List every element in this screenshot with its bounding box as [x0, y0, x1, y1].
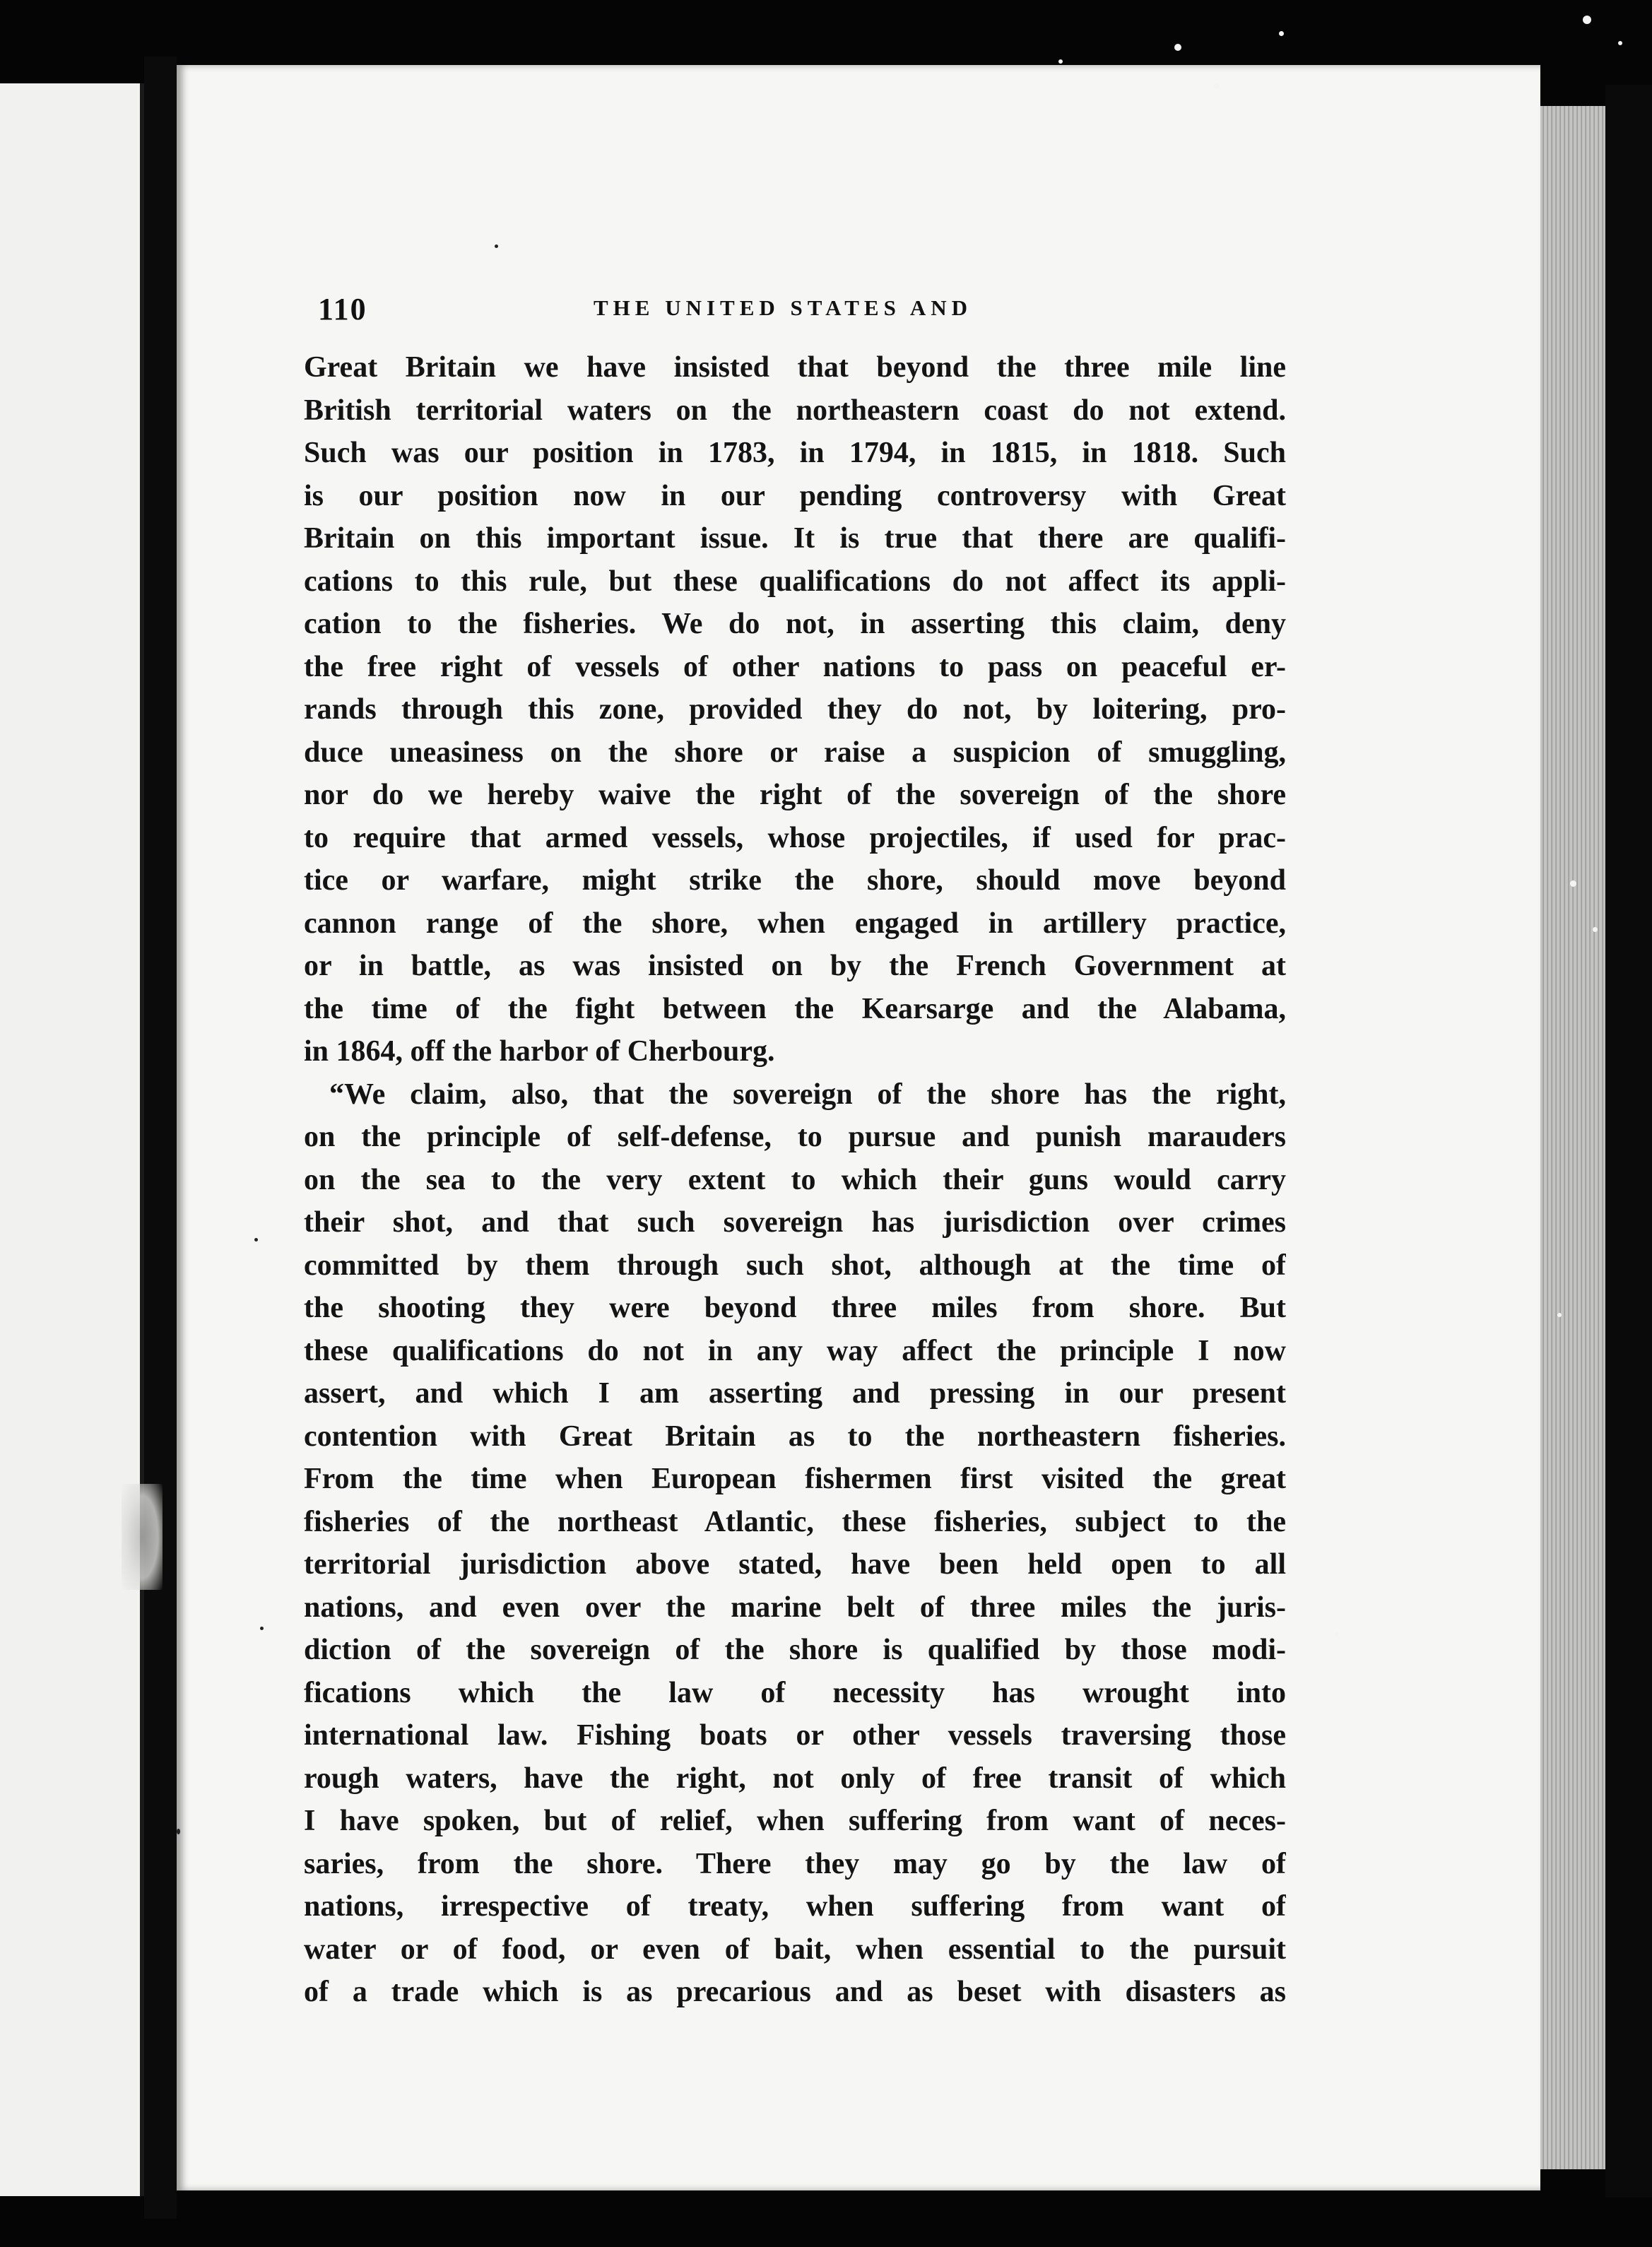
text-line: their shot, and that such sovereign has jurisdiction over crimes [304, 1206, 1286, 1239]
dust-speck [1334, 1632, 1338, 1636]
text-line: “We claim, also, that the sovereign of the shore has the right, [329, 1078, 1286, 1111]
text-line: cannon range of the shore, when engaged in artillery practice, [304, 907, 1286, 940]
dust-speck [1570, 880, 1576, 887]
text-line: water or of food, or even of bait, when essential to the pursuit [304, 1933, 1286, 1966]
text-line: I have spoken, but of relief, when suffering from want of neces- [304, 1805, 1286, 1837]
text-line: international law. Fishing boats or other vessels traversing those [304, 1719, 1286, 1752]
text-line: Such was our position in 1783, in 1794, in 1815, in 1818. Such [304, 437, 1286, 469]
previous-page-edge [0, 83, 144, 2196]
scan-border [1605, 85, 1652, 2198]
dust-speck [1593, 927, 1598, 932]
text-line: the free right of vessels of other nations to pass on peaceful er- [304, 650, 1286, 683]
text-line: on the principle of self-defense, to pursue and punish marauders [304, 1121, 1286, 1153]
book-gutter [144, 57, 177, 2219]
dust-speck [1557, 1313, 1562, 1317]
text-line: of a trade which is as precarious and as beset with disasters as [304, 1976, 1286, 2008]
text-line: rands through this zone, provided they do not, by loitering, pro- [304, 693, 1286, 726]
text-line: Britain on this important issue. It is true that there are qualifi- [304, 522, 1286, 555]
text-line: the shooting they were beyond three miles from shore. But [304, 1292, 1286, 1324]
text-line: nor do we hereby waive the right of the sovereign of the shore [304, 779, 1286, 811]
dust-speck [260, 1627, 264, 1630]
dust-speck [1058, 59, 1063, 64]
text-line: in 1864, off the harbor of Cherbourg. [304, 1035, 775, 1068]
text-line: committed by them through such shot, although at the time of [304, 1249, 1286, 1282]
body-text [304, 346, 1286, 2077]
dust-speck [1279, 31, 1284, 36]
text-line: cation to the fisheries. We do not, in asserting this claim, deny [304, 608, 1286, 640]
text-line: on the sea to the very extent to which their guns would carry [304, 1163, 1286, 1196]
dust-speck [1174, 44, 1181, 51]
dust-speck [177, 1829, 180, 1834]
text-line: these qualifications do not in any way affect the principle I now [304, 1334, 1286, 1367]
text-line: is our position now in our pending controversy with Great [304, 479, 1286, 512]
text-line: duce uneasiness on the shore or raise a suspicion of smuggling, [304, 736, 1286, 769]
text-line: nations, irrespective of treaty, when suffering from want of [304, 1890, 1286, 1923]
text-line: British territorial waters on the northeastern coast do not extend. [304, 394, 1286, 427]
paper-stain [122, 1484, 163, 1590]
text-line: fisheries of the northeast Atlantic, these fisheries, subject to the [304, 1505, 1286, 1538]
text-line: or in battle, as was insisted on by the French Government at [304, 950, 1286, 982]
text-line: assert, and which I am asserting and pressing in our present [304, 1377, 1286, 1410]
text-line: nations, and even over the marine belt of three miles the juris- [304, 1591, 1286, 1624]
text-line: saries, from the shore. There they may go by the law of [304, 1847, 1286, 1880]
text-line: tice or warfare, might strike the shore, should move beyond [304, 864, 1286, 897]
text-line: Great Britain we have insisted that beyond the three mile line [304, 351, 1286, 384]
page-edges [1540, 106, 1605, 2169]
text-line: contention with Great Britain as to the northeastern fisheries. [304, 1420, 1286, 1453]
text-line: cations to this rule, but these qualifications do not affect its appli- [304, 565, 1286, 598]
text-line: territorial jurisdiction above stated, have been held open to all [304, 1548, 1286, 1581]
text-line: rough waters, have the right, not only of free transit of which [304, 1762, 1286, 1795]
text-line: From the time when European fishermen first visited the great [304, 1463, 1286, 1495]
text-line: to require that armed vessels, whose projectiles, if used for prac- [304, 821, 1286, 854]
text-line: diction of the sovereign of the shore is qualified by those modi- [304, 1634, 1286, 1666]
text-line: fications which the law of necessity has wrought into [304, 1676, 1286, 1709]
dust-speck [1583, 16, 1591, 24]
page-number: 110 [318, 292, 367, 326]
dust-speck [254, 1238, 258, 1242]
text-line: the time of the fight between the Kearsarge and the Alabama, [304, 992, 1286, 1025]
dust-speck [495, 244, 498, 248]
running-head [318, 291, 1279, 334]
running-title: THE UNITED STATES AND [594, 295, 973, 320]
dust-speck [1618, 41, 1622, 45]
dust-speck [1214, 83, 1220, 89]
